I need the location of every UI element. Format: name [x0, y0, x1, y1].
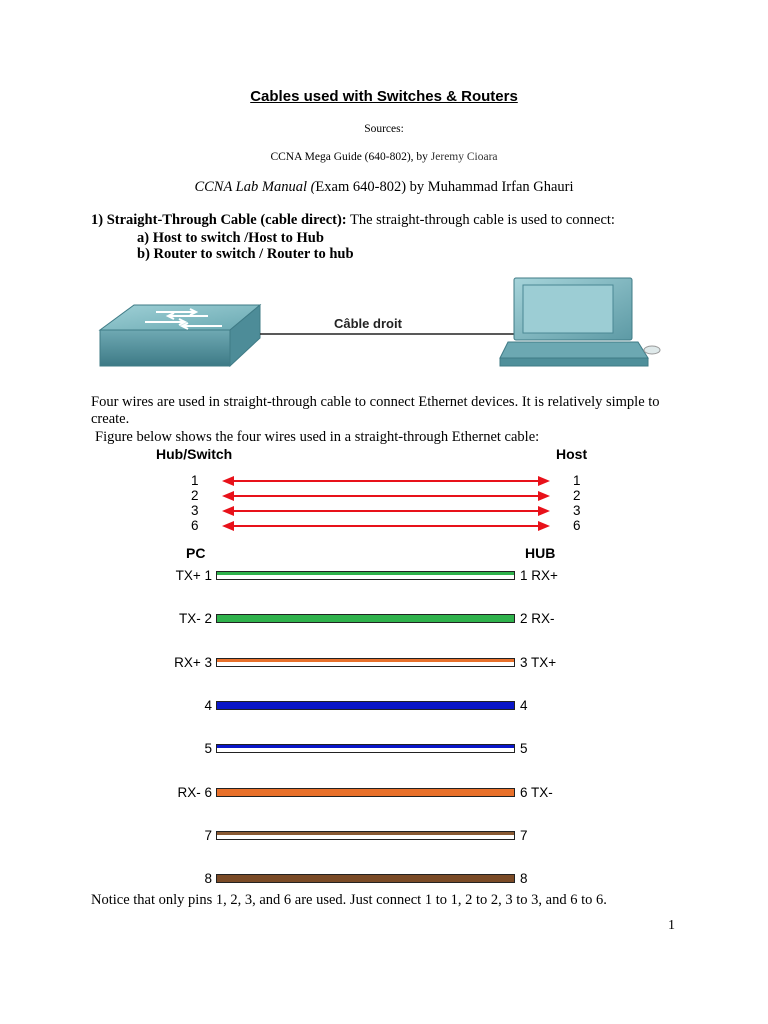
- cable-label: Câble droit: [334, 316, 402, 331]
- wire-left-label: TX+ 1: [175, 568, 212, 583]
- section-intro: The straight-through cable is used to connect:: [346, 212, 615, 228]
- notice-paragraph: Notice that only pins 1, 2, 3, and 6 are used. Just connect 1 to 1, 2 to 2, 3 to 3, and 6 to 6.: [91, 892, 607, 908]
- section-item-b: b) Router to switch / Router to hub: [137, 246, 354, 262]
- wire-left-label: 4: [204, 698, 212, 713]
- pc-header: PC: [186, 545, 206, 561]
- wire-right-label: 8: [520, 871, 528, 886]
- hub-switch-header: Hub/Switch: [156, 446, 233, 462]
- wire-4: [216, 701, 515, 710]
- wire-2: [216, 614, 515, 623]
- wire-right-label: 4: [520, 698, 528, 713]
- wire-6: [216, 788, 515, 797]
- double-arrow-icon: [222, 521, 550, 531]
- paragraph-figure-intro: Figure below shows the four wires used in a straight-through Ethernet cable:: [95, 429, 540, 445]
- paragraph-wires: Four wires are used in straight-through cable to connect Ethernet devices. It is relatively simple to create.: [91, 394, 660, 427]
- left-pin-1: 1: [191, 473, 199, 488]
- right-pin-2: 2: [573, 488, 581, 503]
- wire-left-label: TX- 2: [178, 611, 212, 626]
- double-arrow-icon: [222, 506, 550, 516]
- wire-left-label: 7: [204, 828, 212, 843]
- wire-left-label: RX+ 3: [174, 655, 212, 670]
- page-number: 1: [668, 918, 675, 933]
- section-heading: 1) Straight-Through Cable (cable direct):: [91, 212, 347, 228]
- wire-right-label: 6 TX-: [520, 785, 553, 800]
- left-pin-6: 6: [191, 518, 199, 533]
- right-pin-6: 6: [573, 518, 581, 533]
- left-pin-2: 2: [191, 488, 199, 503]
- hub-header: HUB: [525, 545, 556, 561]
- wire-7: [216, 831, 515, 840]
- section-item-a: a) Host to switch /Host to Hub: [137, 230, 324, 246]
- right-pin-1: 1: [573, 473, 581, 488]
- lab-manual-rest: Exam 640-802) by Muhammad Irfan Ghauri: [315, 179, 574, 195]
- wire-left-label: 5: [204, 741, 212, 756]
- wire-left-label: 8: [204, 871, 212, 886]
- wire-right-label: 7: [520, 828, 528, 843]
- wire-5: [216, 744, 515, 753]
- page-title: Cables used with Switches & Routers: [250, 88, 518, 105]
- double-arrow-icon: [222, 476, 550, 486]
- right-pin-3: 3: [573, 503, 581, 518]
- lab-manual-title: CCNA Lab Manual (: [194, 179, 316, 195]
- left-pin-3: 3: [191, 503, 199, 518]
- sources-label: Sources:: [364, 123, 404, 135]
- wire-left-label: RX- 6: [177, 785, 212, 800]
- wire-8: [216, 874, 515, 883]
- wire-3: [216, 658, 515, 667]
- wire-1: [216, 571, 515, 580]
- mega-guide-text: CCNA Mega Guide (640-802), by: [270, 151, 431, 163]
- wire-right-label: 3 TX+: [520, 655, 557, 670]
- mega-guide-author: Jeremy Cioara: [430, 151, 498, 163]
- wire-right-label: 2 RX-: [520, 611, 555, 626]
- host-header: Host: [556, 446, 588, 462]
- double-arrow-icon: [222, 491, 550, 501]
- wire-right-label: 5: [520, 741, 528, 756]
- wire-right-label: 1 RX+: [520, 568, 558, 583]
